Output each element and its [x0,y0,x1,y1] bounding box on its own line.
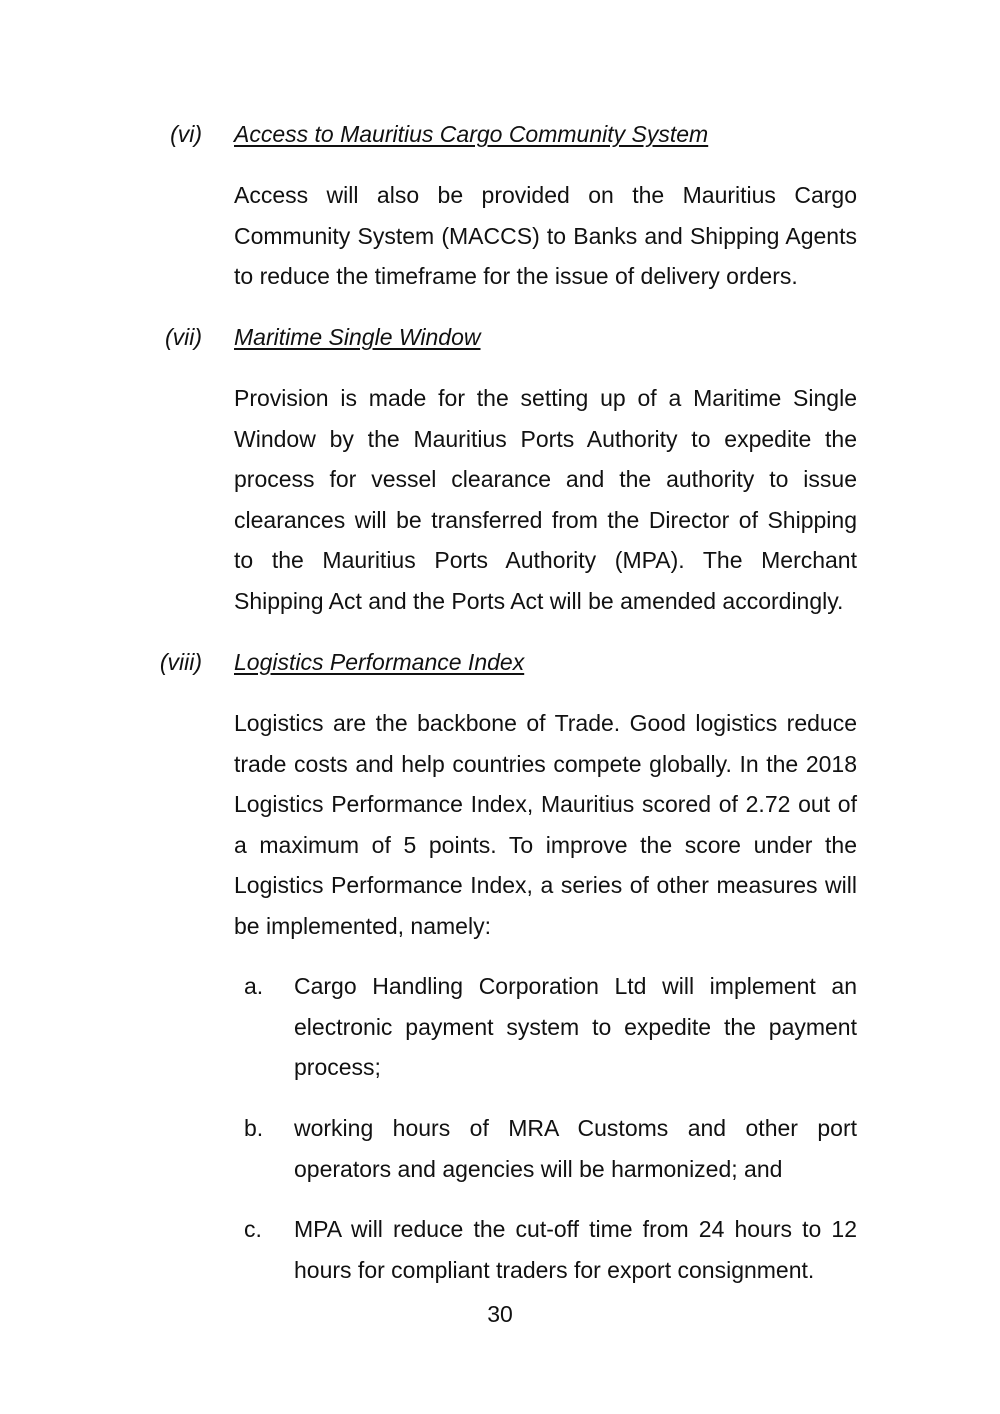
section-numeral: (vi) [170,121,202,147]
list-item-text: working hours of MRA Customs and other port operators and agencies will be harmonized; and [294,1115,857,1182]
list-marker: c. [244,1216,262,1242]
section-heading-vii [0,322,1000,356]
section-paragraph: Logistics are the backbone of Trade. Good logistics reduce trade costs and help countries compete globally. In the 2018 Logistics Performance Index, Mauritius scored of 2.72 out of a maximum of 5 points. To improve the score under the Logistics Performance Index, a series of other measures will be implemented, namely: [234,710,857,939]
section-numeral: (viii) [159,649,202,675]
section-numeral: (vii) [164,324,202,350]
list-item-text: MPA will reduce the cut-off time from 24 hours to 12 hours for compliant traders for export consignment. [294,1216,857,1283]
section-heading-vi [0,119,1000,153]
page-number: 30 [487,1301,513,1327]
section-paragraph: Access will also be provided on the Mauritius Cargo Community System (MACCS) to Banks and Shipping Agents to reduce the timeframe for the issue of delivery orders. [234,182,857,289]
section-title: Access to Mauritius Cargo Community System [234,121,709,147]
section-title: Maritime Single Window [234,324,481,350]
list-marker: a. [244,973,264,999]
list-item-text: Cargo Handling Corporation Ltd will implement an electronic payment system to expedite the payment process; [294,973,857,1080]
section-heading-viii [0,647,1000,681]
list-marker: b. [244,1115,264,1141]
section-paragraph: Provision is made for the setting up of a Maritime Single Window by the Mauritius Ports Authority to expedite the process for vessel clearance and the authority to issue clearances will be transferred from the Director of Shipping to the Mauritius Ports Authority (MPA). The Merchant Shipping Act and the Ports Act will be amended accordingly. [234,385,857,614]
section-title: Logistics Performance Index [234,649,525,675]
